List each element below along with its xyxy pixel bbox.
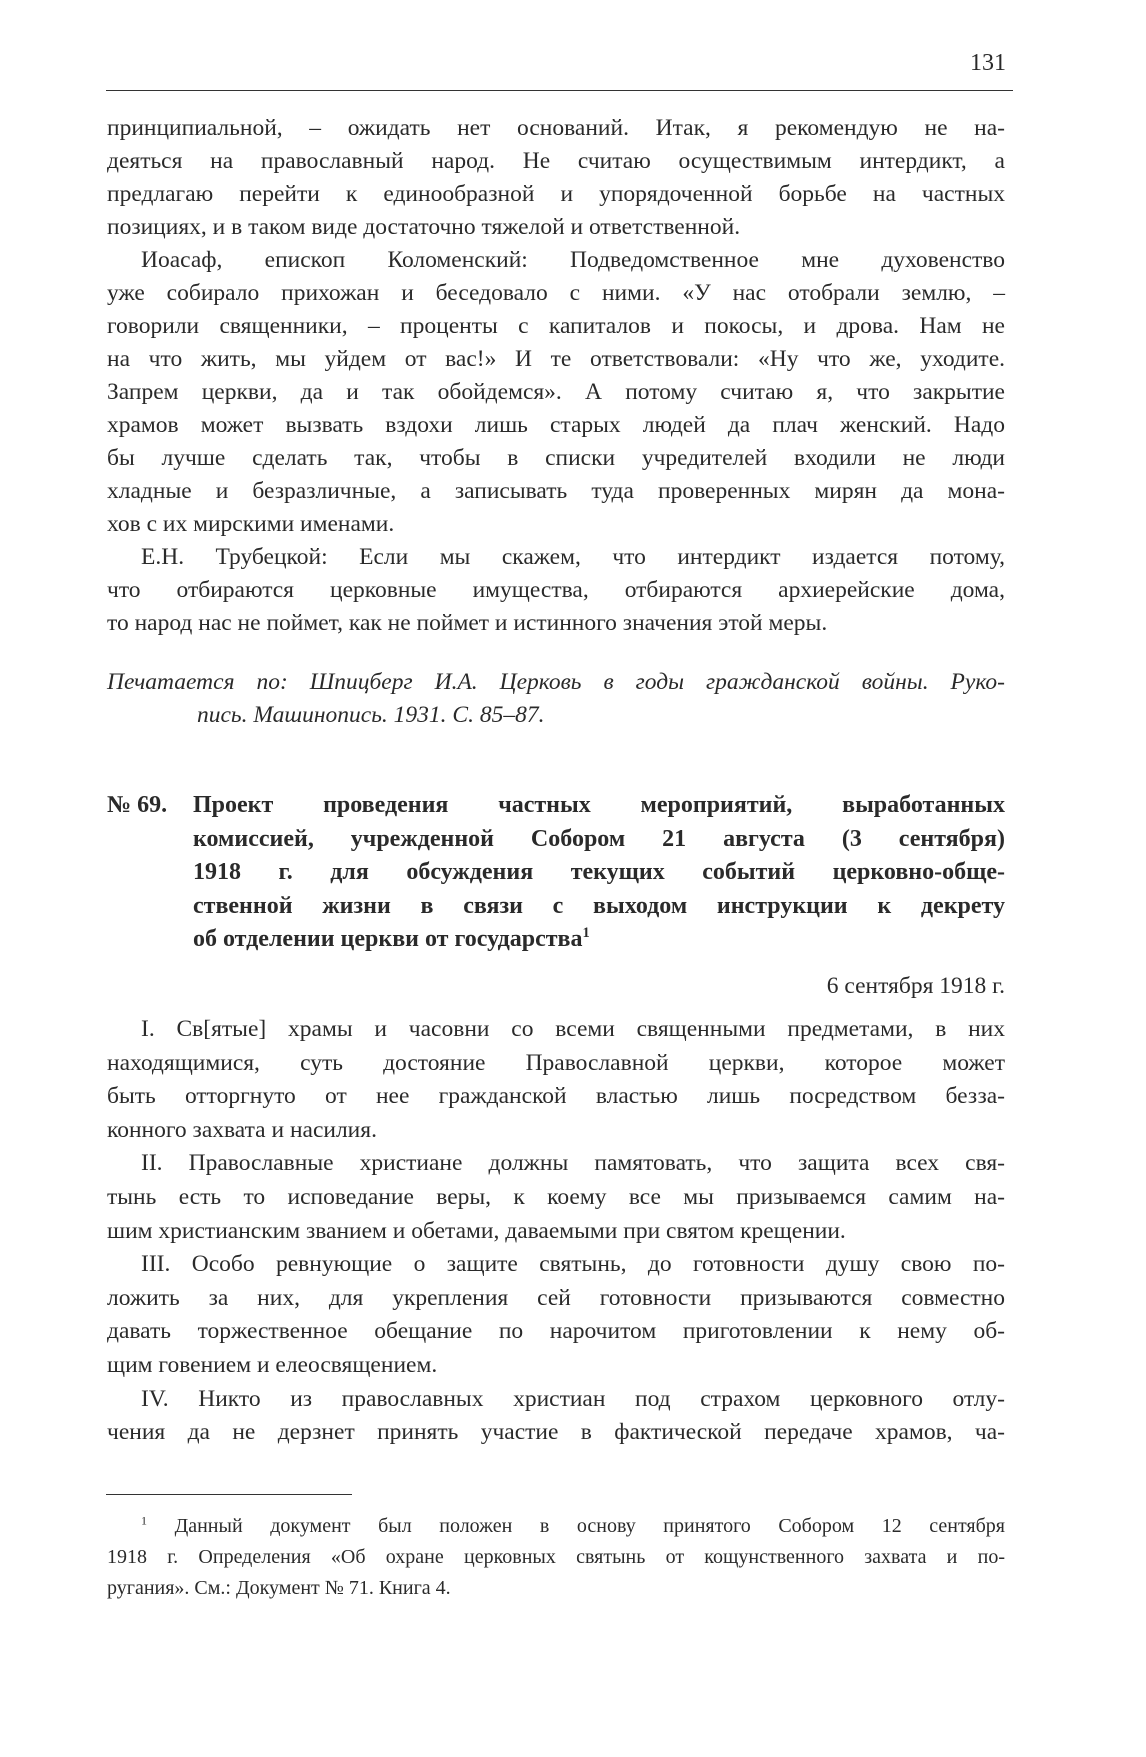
- paragraph-line: находящимися, суть достояние Православной церкви, которое может: [107, 1049, 1005, 1076]
- paragraph-line: то народ нас не поймет, как не поймет и истинного значения этой меры.: [107, 610, 828, 636]
- paragraph-line: I. Св[ятые] храмы и часовни со всеми священными предметами, в них: [141, 1016, 1005, 1042]
- footnote-line: [107, 1511, 1005, 1542]
- paragraph-line: что отбираются церковные имущества, отбираются архиерейские дома,: [107, 577, 1005, 603]
- paragraph-line: II. Православные христиане должны памятовать, что защита всех свя-: [141, 1150, 1005, 1177]
- paragraph-line: говорили священники, – проценты с капиталов и покосы, и дрова. Нам не: [107, 313, 1005, 339]
- paragraph-line: предлагаю перейти к единообразной и упорядоченной борьбе на частных: [107, 181, 1005, 207]
- paragraph-line: хладные и безразличные, а записывать туда проверенных мирян да мона-: [107, 478, 1005, 504]
- document-date: 6 сентября 1918 г.: [826, 973, 1005, 999]
- paragraph-line: Иоасаф, епископ Коломенский: Подведомственное мне духовенство: [141, 247, 1005, 273]
- footnote-line: ругания». См.: Документ № 71. Книга 4.: [107, 1577, 451, 1599]
- paragraph-line: Е.Н. Трубецкой: Если мы скажем, что интердикт издается потому,: [141, 544, 1005, 570]
- heading-line: Проект проведения частных мероприятий, выработанных: [193, 792, 1005, 818]
- document-heading: [107, 789, 1005, 957]
- document-number: № 69.: [107, 792, 168, 818]
- footnote-mark: 1: [141, 1513, 147, 1528]
- footnote-line-text: Данный документ был положен в основу принятого Собором 12 сентября: [174, 1515, 1006, 1537]
- paragraph-line: IV. Никто из православных христиан под страхом церковного отлу-: [141, 1385, 1005, 1412]
- footnote-rule: [106, 1494, 352, 1495]
- paragraph-line: Запрем церкви, да и так обойдемся». А потому считаю я, что закрытие: [107, 379, 1005, 405]
- source-note-line: Печатается по: Шпицберг И.А. Церковь в годы гражданской войны. Руко-: [107, 669, 1005, 695]
- paragraph-line: хов с их мирскими именами.: [107, 511, 395, 537]
- header-rule: [106, 90, 1013, 91]
- body-text-top: [107, 112, 1005, 640]
- paragraph-line: чения да не дерзнет принять участие в фактической передаче храмов, ча-: [107, 1419, 1005, 1446]
- heading-line-text: об отделении церкви от государства: [193, 926, 583, 952]
- page-number: 131: [970, 50, 1006, 76]
- paragraph-line: храмов может вызвать вздохи лишь старых людей да плач женский. Надо: [107, 412, 1005, 438]
- paragraph-line: уже собирало прихожан и беседовало с ними. «У нас отобрали землю, –: [107, 280, 1005, 306]
- body-text-document: [107, 1013, 1005, 1450]
- paragraph-line: щим говением и елеосвящением.: [107, 1351, 438, 1378]
- paragraph-line: III. Особо ревнующие о защите святынь, до готовности душу свою по-: [141, 1251, 1005, 1278]
- footnote: [107, 1511, 1005, 1604]
- heading-line: [107, 923, 1005, 957]
- paragraph-line: тынь есть то исповедание веры, к коему все мы призываемся самим на-: [107, 1183, 1005, 1210]
- paragraph-line: позициях, и в таком виде достаточно тяжелой и ответственной.: [107, 214, 741, 240]
- footnote-line: 1918 г. Определения «Об охране церковных святынь от кощунственного захвата и по-: [107, 1546, 1005, 1568]
- heading-line: 1918 г. для обсуждения текущих событий церковно-обще-: [193, 859, 1005, 885]
- paragraph-line: конного захвата и насилия.: [107, 1116, 377, 1143]
- paragraph-line: принципиальной, – ожидать нет оснований. Итак, я рекомендую не на-: [107, 115, 1005, 141]
- heading-line: комиссией, учрежденной Собором 21 августа (3 сентября): [193, 825, 1005, 852]
- paragraph-line: ложить за них, для укрепления сей готовности призываются совместно: [107, 1284, 1005, 1311]
- paragraph-line: бы лучше сделать так, чтобы в списки учредителей входили не люди: [107, 445, 1005, 471]
- footnote-reference[interactable]: 1: [582, 925, 590, 941]
- source-note: [107, 666, 1005, 732]
- paragraph-line: на что жить, мы уйдем от вас!» И те ответствовали: «Ну что же, уходите.: [107, 346, 1005, 372]
- paragraph-line: быть отторгнуто от нее гражданской властью лишь посредством беззa-: [107, 1083, 1005, 1110]
- source-note-line: пись. Машинопись. 1931. С. 85–87.: [197, 702, 545, 728]
- paragraph-line: деяться на православный народ. Не считаю осуществимым интердикт, а: [107, 148, 1005, 174]
- heading-line: ственной жизни в связи с выходом инструкции к декрету: [193, 892, 1005, 919]
- paragraph-line: давать торжественное обещание по нарочитом приготовлении к нему об-: [107, 1318, 1005, 1345]
- paragraph-line: шим христианским званием и обетами, даваемыми при святом крещении.: [107, 1217, 846, 1244]
